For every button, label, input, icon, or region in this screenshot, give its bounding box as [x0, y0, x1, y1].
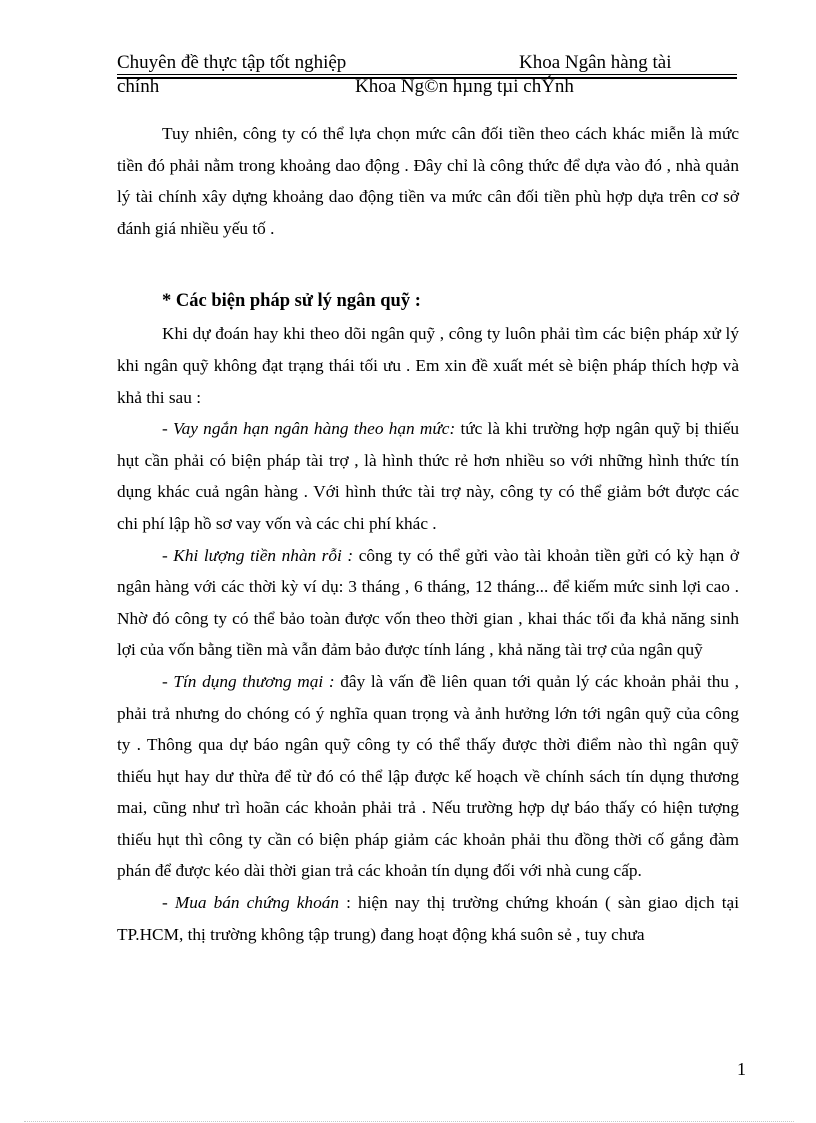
document-body	[117, 118, 739, 950]
page-number: 1	[737, 1059, 746, 1079]
list-item-securities	[117, 887, 739, 950]
list-item-label: - Tín dụng thương mại :	[162, 671, 335, 691]
list-item-bank-loan	[117, 413, 739, 539]
header-left-continued: chính	[117, 76, 160, 97]
list-item-text: : hiện nay thị trường chứng khoán ( sàn giao dịch tại TP.HCM, thị trường không tập trung) đang hoạt động khá suôn sẻ , tuy chưa	[117, 893, 739, 944]
intro-paragraph: Tuy nhiên, công ty có thể lựa chọn mức cân đối tiền theo cách khác miễn là mức tiền đó phải nằm trong khoảng dao động . Đây chỉ là công thức để dựa vào đó , nhà quản lý tài chính xây dựng khoảng dao động tiền va mức cân đối tiền phù hợp dựa trên cơ sở đánh giá nhiều yếu tố .	[117, 124, 739, 238]
list-item-text: đây là vấn đề liên quan tới quản lý các khoản phải thu , phải trả nhưng do chóng có ý nghĩa quan trọng và ảnh hưởng lớn tới ngân quỹ của công ty . Thông qua dự báo ngân quỹ công ty có thể thấy được thời điểm nào thì ngân quỹ thiếu hụt hay dư thừa để từ đó có thể lập được kế hoạch về chính sách tín dụng thương mai, cũng như trì hoãn các khoản phải trả . Nếu trường hợp dự báo thấy có hiện tượng thiếu hụt thì công ty cần có biện pháp giảm các khoản phải thu đồng thời cố gắng đàm phán để được kéo dài thời gian trả các khoản tín dụng đối với nhà cung cấp.	[117, 671, 739, 881]
list-item-idle-cash	[117, 540, 739, 666]
list-item-label: - Mua bán chứng khoán	[162, 893, 339, 913]
running-header	[117, 52, 737, 74]
header-garbled-text: Khoa Ng©n hµng tµi chÝnh	[355, 76, 574, 97]
header-rule-thin	[117, 74, 737, 75]
page-bottom-dotted-edge	[24, 1121, 794, 1122]
running-header-continued	[117, 76, 737, 98]
list-item-text: tức là khi trường hợp ngân quỹ bị thiếu hụt cần phải có biện pháp tài trợ , là hình thức rẻ hơn nhiều so với những hình thức tín dụng khác cuả ngân hàng . Với hình thức tài trợ này, công ty có thể giảm bớt được các chi phí lập hồ sơ vay vốn và các chi phí khác .	[117, 419, 740, 533]
paragraph-overview: Khi dự đoán hay khi theo dõi ngân quỹ , công ty luôn phải tìm các biện pháp xử lý khi ngân quỹ không đạt trạng thái tối ưu . Em xin đề xuất mét sè biện pháp thích hợp và khả thi sau :	[117, 324, 739, 407]
header-left-title: Chuyên đề thực tập tốt nghiệp	[117, 52, 347, 73]
list-item-trade-credit	[117, 666, 739, 887]
list-item-text: công ty có thể gửi vào tài khoản tiền gửi có kỳ hạn ở ngân hàng với các thời kỳ ví dụ: 3 tháng , 6 tháng, 12 tháng... để kiếm mức sinh lợi cao . Nhờ đó công ty có thể bảo toàn được vốn theo thời gian , khai thác tối đa khả năng sinh lợi của vốn bằng tiền mà vẫn đảm bảo được tính láng , khả năng tài trợ của ngân quỹ	[117, 545, 739, 660]
header-right-title: Khoa Ngân hàng tài	[519, 52, 672, 73]
list-item-label: - Vay ngắn hạn ngân hàng theo hạn mức:	[162, 419, 456, 439]
section-heading: * Các biện pháp sử lý ngân quỹ :	[162, 291, 421, 312]
list-item-label: - Khi lượng tiền nhàn rỗi :	[162, 545, 354, 565]
